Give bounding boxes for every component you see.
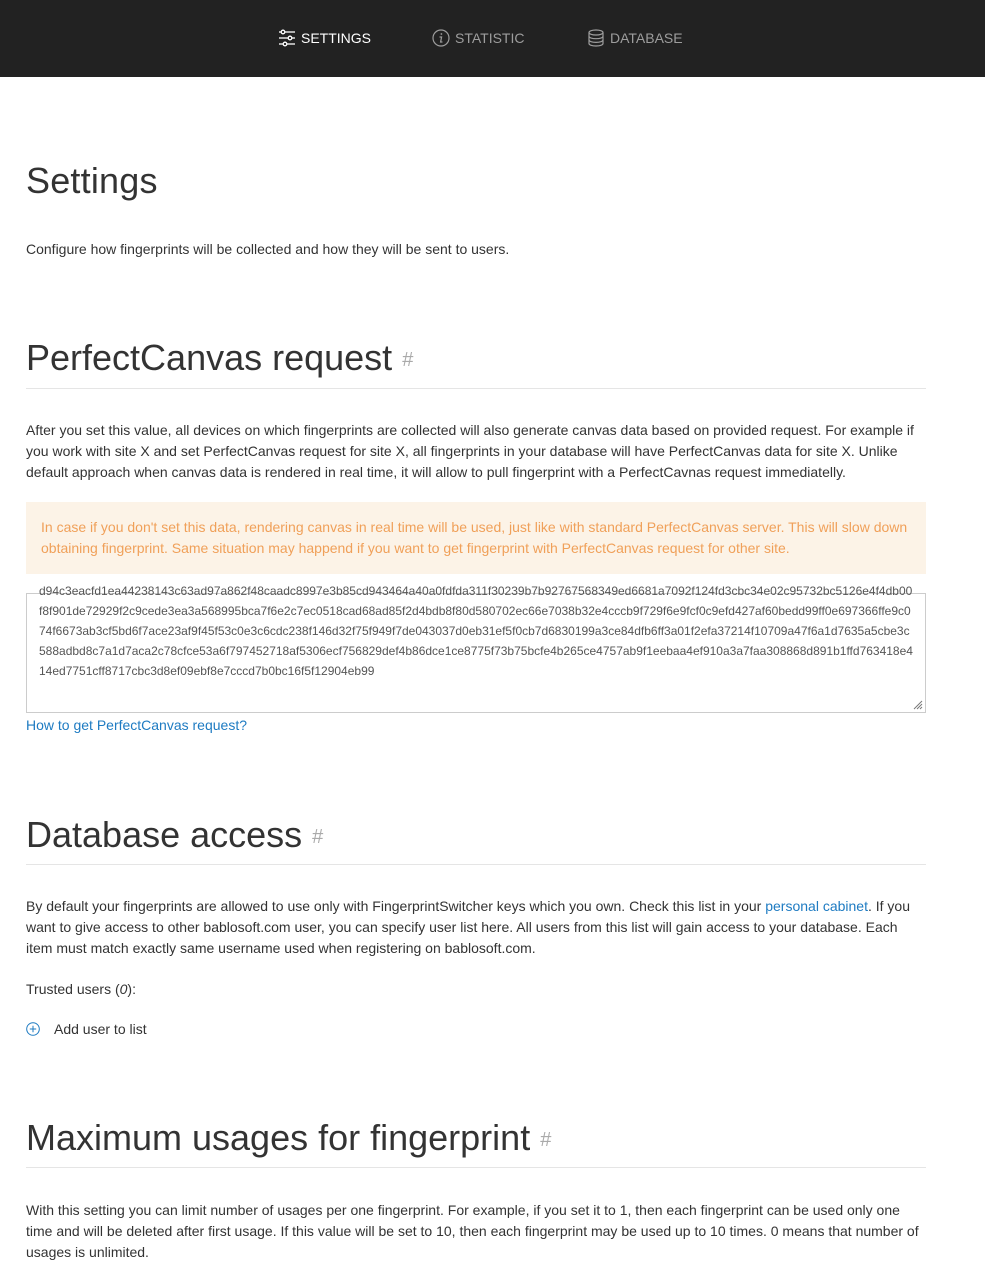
perfectcanvas-title: PerfectCanvas request <box>26 337 393 378</box>
max-usages-heading <box>26 1117 926 1159</box>
database-access-anchor-link[interactable]: # <box>312 825 324 848</box>
resize-handle-icon[interactable] <box>911 698 923 710</box>
perfectcanvas-description: After you set this value, all devices on which fingerprints are collected will also generate canvas data based on provided request. For example if you work with site X and set PerfectCanvas request for site X, all fingerprints in your database will have PerfectCanvas data for site X. Unlike default approach when canvas data is rendered in real time, it will allow to pull fingerprint with a PerfectCavnas request immediatelly. <box>26 422 914 480</box>
trusted-users-label <box>26 981 136 997</box>
plus-circle-icon <box>26 1022 40 1036</box>
max-usages-description: With this setting you can limit number of usages per one fingerprint. For example, if you set it to 1, then each fingerprint can be used only one time and will be deleted after first usage. If this value will be set to 10, then each fingerprint may be used up to 10 times. 0 means that number of usages is unlimited. <box>26 1202 919 1260</box>
database-access-description <box>26 896 926 959</box>
database-access-title: Database access <box>26 814 303 855</box>
divider <box>26 864 926 865</box>
personal-cabinet-link[interactable]: personal cabinet <box>765 898 868 914</box>
database-access-desc-before: By default your fingerprints are allowed to use only with FingerprintSwitcher keys which you own. Check this list in your <box>26 898 766 914</box>
nav-database[interactable] <box>587 27 683 49</box>
trusted-users-count: 0 <box>119 981 128 997</box>
trusted-users-text: Trusted users ( <box>26 981 120 997</box>
add-user-label: Add user to list <box>54 1021 147 1037</box>
divider <box>26 1167 926 1168</box>
perfectcanvas-request-value: d94c3eacfd1ea44238143c63ad97a862f48caadc8997e3b85cd943464a40a0fdfda311f30239b7b92767568349ed6681a7092f124fd3cbc34e02c95732bc5126e4f4db00f8f901de72929f2c9cede3ea3a568995bca7f6e2c7ec0518cad68ad85f2d4bdb8f80d580702ec66e7038b32e4cccb9f729f6e9fcf0c9efd427af60bedd99ff0e697366ffe9c074f6673ab3cf5bd6f7ace23af9f45f53c0e3c6cdc238f146d32f75f949f7de043037d0eb31ef5f0cb7d6830199a3ce84dfb6ff3a01f2efa37214f10709a47f6a1d7635a5cbe3c588adbd8c7a1d7aca2c78cfce53a6f797452718af5306ecf756829def4b86dce1ce8775f73b75bcfe4b265ce4757ab9f1eebaa4ef910a3a7faa308868d891b1ffd763418e414ed7751cff8717cbc3d8ef09ebf8e7cccd7b0bc16f5f12904eb99 <box>39 584 913 678</box>
nav-settings-label: SETTINGS <box>301 30 372 46</box>
sliders-icon <box>278 29 296 47</box>
max-usages-title: Maximum usages for fingerprint <box>26 1117 531 1158</box>
nav-statistic-label: STATISTIC <box>455 30 525 46</box>
perfectcanvas-warning: In case if you don't set this data, rendering canvas in real time will be used, just like with standard PerfectCanvas server. This will slow down obtaining fingerprint. Same situation may happend if you want to get fingerprint with PerfectCanvas request for other site. <box>26 502 926 574</box>
nav-database-label: DATABASE <box>610 30 683 46</box>
divider <box>26 388 926 389</box>
add-user-button[interactable] <box>26 1021 147 1037</box>
page-intro: Configure how fingerprints will be collected and how they will be sent to users. <box>26 241 510 257</box>
perfectcanvas-help-link[interactable]: How to get PerfectCanvas request? <box>26 717 248 733</box>
database-access-desc-after: . If you want to give access to other bablosoft.com user, you can specify user list here. All users from this list will gain access to your database. Each item must match exactly same username used when registering on bablosoft.com. <box>26 898 911 956</box>
page-title: Settings <box>26 160 158 201</box>
max-usages-anchor-link[interactable]: # <box>540 1128 552 1151</box>
perfectcanvas-request-textarea[interactable] <box>26 584 926 713</box>
nav-statistic[interactable] <box>432 27 524 49</box>
nav-settings[interactable] <box>278 27 371 49</box>
database-access-heading <box>26 814 926 856</box>
perfectcanvas-heading <box>26 337 926 379</box>
info-icon <box>432 29 450 47</box>
top-navbar <box>0 0 985 77</box>
perfectcanvas-anchor-link[interactable]: # <box>402 348 414 371</box>
trusted-users-suffix: ): <box>127 981 136 997</box>
database-icon <box>587 29 605 47</box>
